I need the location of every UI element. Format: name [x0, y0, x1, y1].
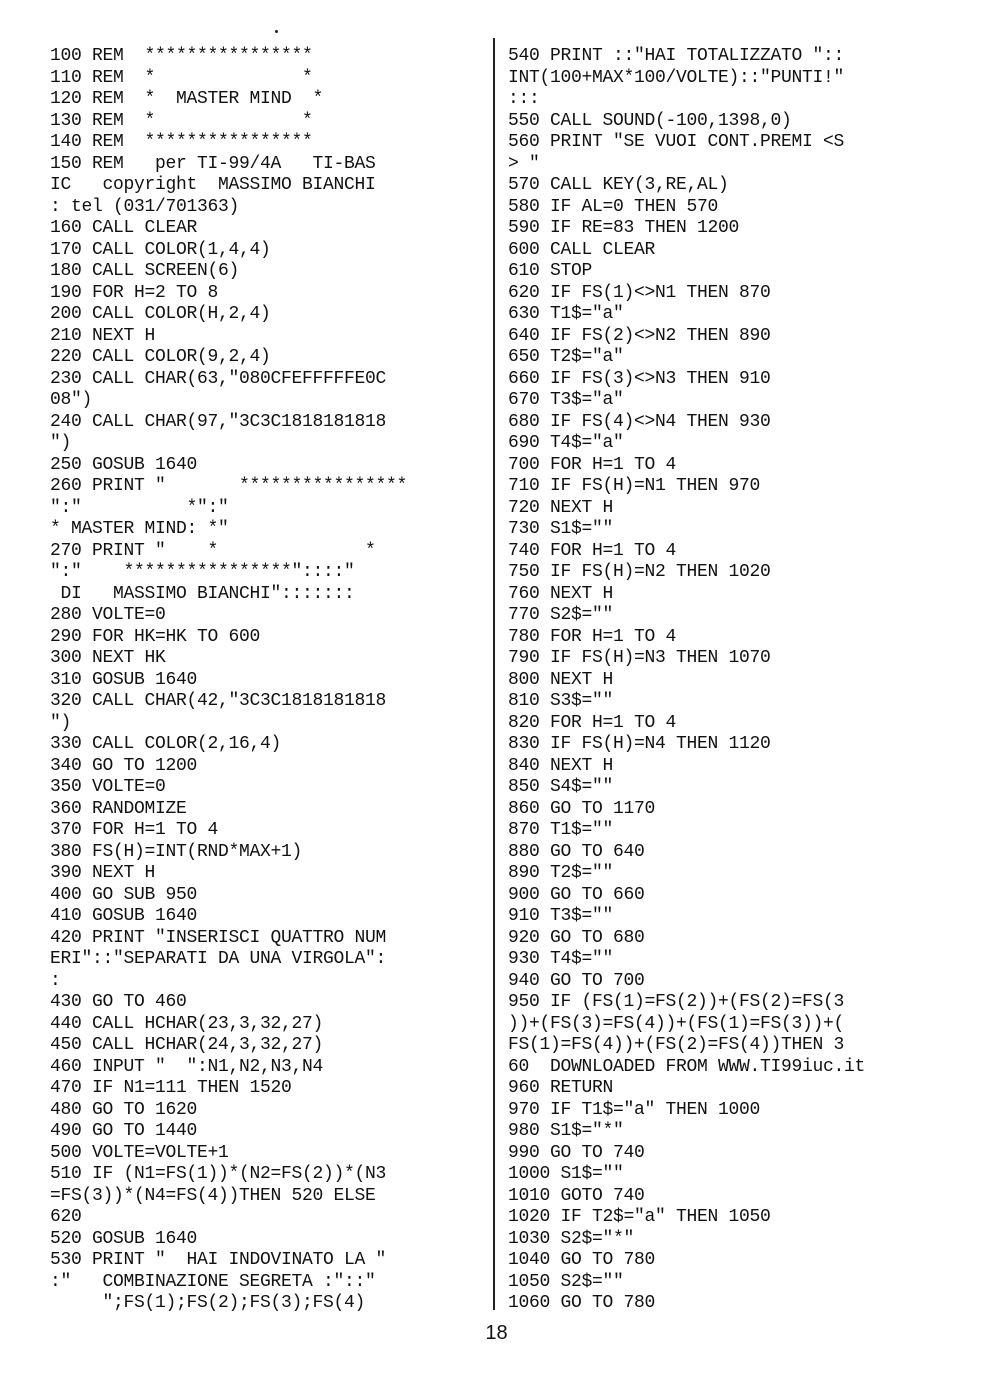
code-line: 510 IF (N1=FS(1))*(N2=FS(2))*(N3 [50, 1164, 387, 1184]
code-line: 900 GO TO 660 [508, 884, 645, 905]
code-line: 980 S1$="*" [508, 1121, 624, 1141]
code-line: 280 VOLTE=0 [50, 605, 166, 625]
code-line: 690 T4$="a" [508, 433, 624, 453]
code-line: ERI"::"SEPARATI DA UNA VIRGOLA": [50, 949, 387, 969]
code-line: 660 IF FS(3)<>N3 THEN 910 [508, 368, 771, 389]
code-line: 1050 S2$="" [508, 1271, 624, 1292]
code-line: : tel (031/701363) [50, 196, 240, 217]
code-line: 860 GO TO 1170 [508, 798, 656, 819]
code-line: 720 NEXT H [508, 497, 614, 518]
code-line: 540 PRINT ::"HAI TOTALIZZATO ":: [508, 46, 845, 66]
code-line: 610 STOP [508, 261, 593, 281]
code-line: 180 CALL SCREEN(6) [50, 261, 240, 281]
code-line: 310 GOSUB 1640 [50, 669, 198, 690]
code-line: 620 IF FS(1)<>N1 THEN 870 [508, 282, 771, 303]
code-line: 330 CALL COLOR(2,16,4) [50, 734, 282, 754]
code-line: 1020 IF T2$="a" THEN 1050 [508, 1207, 771, 1227]
code-line: 490 GO TO 1440 [50, 1121, 198, 1141]
code-line: 60 DOWNLOADED FROM WWW.TI99iuc.it [508, 1056, 866, 1077]
code-line: 960 RETURN [508, 1078, 614, 1098]
code-line: 130 REM * * [50, 110, 313, 131]
code-line: 880 GO TO 640 [508, 841, 645, 862]
code-line: 630 T1$="a" [508, 304, 624, 324]
code-line: 360 RANDOMIZE [50, 798, 187, 819]
code-line: 760 NEXT H [508, 583, 614, 604]
code-line: 380 FS(H)=INT(RND*MAX+1) [50, 841, 303, 862]
code-line: 940 GO TO 700 [508, 970, 645, 991]
code-line: 150 REM per TI-99/4A TI-BAS [50, 153, 376, 174]
code-line: 730 S1$="" [508, 519, 614, 539]
code-line: 550 CALL SOUND(-100,1398,0) [508, 110, 792, 131]
code-line: 600 CALL CLEAR [508, 239, 656, 260]
code-line: 870 T1$="" [508, 820, 614, 840]
code-line: 620 [50, 1207, 82, 1227]
code-line: 400 GO SUB 950 [50, 884, 198, 905]
code-line: 240 CALL CHAR(97,"3C3C1818181818 [50, 411, 387, 432]
code-line: 990 GO TO 740 [508, 1142, 645, 1163]
code-line: ))+(FS(3)=FS(4))+(FS(1)=FS(3))+( [508, 1013, 845, 1034]
column-divider [493, 38, 495, 1310]
code-line: 450 CALL HCHAR(24,3,32,27) [50, 1035, 324, 1055]
code-line: 850 S4$="" [508, 777, 614, 797]
code-line: ";FS(1);FS(2);FS(3);FS(4) [50, 1293, 366, 1313]
code-line: 410 GOSUB 1640 [50, 906, 198, 926]
code-line: 350 VOLTE=0 [50, 777, 166, 797]
code-line: ") [50, 433, 72, 453]
left-code-column [50, 46, 480, 1315]
code-line: 480 GO TO 1620 [50, 1099, 198, 1120]
code-line: 1010 GOTO 740 [508, 1185, 645, 1206]
code-line: 570 CALL KEY(3,RE,AL) [508, 175, 729, 195]
code-line: 740 FOR H=1 TO 4 [508, 540, 677, 561]
code-line: : [50, 970, 61, 991]
code-line: ") [50, 712, 72, 733]
code-line: 530 PRINT " HAI INDOVINATO LA " [50, 1250, 387, 1270]
code-line: 340 GO TO 1200 [50, 755, 198, 776]
code-line: 820 FOR H=1 TO 4 [508, 712, 677, 733]
code-line: 500 VOLTE=VOLTE+1 [50, 1142, 229, 1163]
code-line: 250 GOSUB 1640 [50, 454, 198, 475]
code-line: 700 FOR H=1 TO 4 [508, 454, 677, 475]
code-line: 800 NEXT H [508, 669, 614, 690]
code-line: * MASTER MIND: *" [50, 519, 229, 539]
code-line: 140 REM **************** [50, 132, 313, 152]
code-line: 230 CALL CHAR(63,"080CFEFFFFFE0C [50, 368, 387, 389]
code-line: 1040 GO TO 780 [508, 1250, 656, 1270]
code-line: 840 NEXT H [508, 755, 614, 776]
code-line: 460 INPUT " ":N1,N2,N3,N4 [50, 1056, 324, 1077]
code-line: 110 REM * * [50, 67, 313, 88]
code-line: 640 IF FS(2)<>N2 THEN 890 [508, 325, 771, 346]
code-line: INT(100+MAX*100/VOLTE)::"PUNTI!" [508, 67, 845, 88]
code-line: 470 IF N1=111 THEN 1520 [50, 1078, 292, 1098]
code-line: 710 IF FS(H)=N1 THEN 970 [508, 476, 761, 496]
code-line: 930 T4$="" [508, 949, 614, 969]
code-line: 190 FOR H=2 TO 8 [50, 282, 219, 303]
code-line: 520 GOSUB 1640 [50, 1228, 198, 1249]
code-line: 210 NEXT H [50, 325, 156, 346]
code-line: 260 PRINT " **************** [50, 476, 408, 496]
code-line: ::: [508, 89, 540, 109]
code-line: 580 IF AL=0 THEN 570 [508, 196, 719, 217]
code-line: 220 CALL COLOR(9,2,4) [50, 347, 271, 367]
code-line: 910 T3$="" [508, 906, 614, 926]
code-line: ":" *":" [50, 497, 229, 518]
code-line: 420 PRINT "INSERISCI QUATTRO NUM [50, 927, 387, 948]
code-line: > " [508, 153, 540, 174]
code-line: 170 CALL COLOR(1,4,4) [50, 239, 271, 260]
code-line: 270 PRINT " * * [50, 540, 376, 561]
code-line: 830 IF FS(H)=N4 THEN 1120 [508, 734, 771, 754]
code-line: 780 FOR H=1 TO 4 [508, 626, 677, 647]
code-line: 120 REM * MASTER MIND * [50, 89, 324, 109]
code-line: 290 FOR HK=HK TO 600 [50, 626, 261, 647]
right-code-column [508, 46, 968, 1315]
code-line: 680 IF FS(4)<>N4 THEN 930 [508, 411, 771, 432]
code-line: 1060 GO TO 780 [508, 1293, 656, 1313]
code-line: FS(1)=FS(4))+(FS(2)=FS(4))THEN 3 [508, 1035, 845, 1055]
code-line: 08") [50, 390, 93, 410]
page-number: 18 [485, 1322, 508, 1344]
code-line: 100 REM **************** [50, 46, 313, 66]
code-line: 790 IF FS(H)=N3 THEN 1070 [508, 648, 771, 668]
code-line: ":" ****************"::::" [50, 562, 355, 582]
code-line: 920 GO TO 680 [508, 927, 645, 948]
code-line: 320 CALL CHAR(42,"3C3C1818181818 [50, 691, 387, 711]
code-line: 440 CALL HCHAR(23,3,32,27) [50, 1013, 324, 1034]
code-line: =FS(3))*(N4=FS(4))THEN 520 ELSE [50, 1185, 376, 1206]
code-line: 560 PRINT "SE VUOI CONT.PREMI <S [508, 132, 845, 152]
code-line: 770 S2$="" [508, 605, 614, 625]
code-line: 650 T2$="a" [508, 347, 624, 367]
code-line: 200 CALL COLOR(H,2,4) [50, 304, 271, 324]
code-line: IC copyright MASSIMO BIANCHI [50, 175, 376, 195]
code-line: 160 CALL CLEAR [50, 218, 198, 238]
code-line: DI MASSIMO BIANCHI"::::::: [50, 583, 355, 604]
code-line: 810 S3$="" [508, 691, 614, 711]
code-line: 430 GO TO 460 [50, 992, 187, 1012]
code-line: 670 T3$="a" [508, 390, 624, 410]
code-line: 750 IF FS(H)=N2 THEN 1020 [508, 562, 771, 582]
code-line: 970 IF T1$="a" THEN 1000 [508, 1099, 761, 1120]
code-line: 1000 S1$="" [508, 1164, 624, 1184]
code-line: :" COMBINAZIONE SEGRETA :"::" [50, 1271, 376, 1292]
stray-dot [275, 30, 278, 33]
code-line: 1030 S2$="*" [508, 1228, 635, 1249]
code-line: 950 IF (FS(1)=FS(2))+(FS(2)=FS(3 [508, 992, 845, 1012]
code-line: 890 T2$="" [508, 863, 614, 883]
code-line: 390 NEXT H [50, 863, 156, 883]
code-line: 370 FOR H=1 TO 4 [50, 820, 219, 840]
code-line: 300 NEXT HK [50, 648, 166, 668]
code-line: 590 IF RE=83 THEN 1200 [508, 218, 740, 238]
